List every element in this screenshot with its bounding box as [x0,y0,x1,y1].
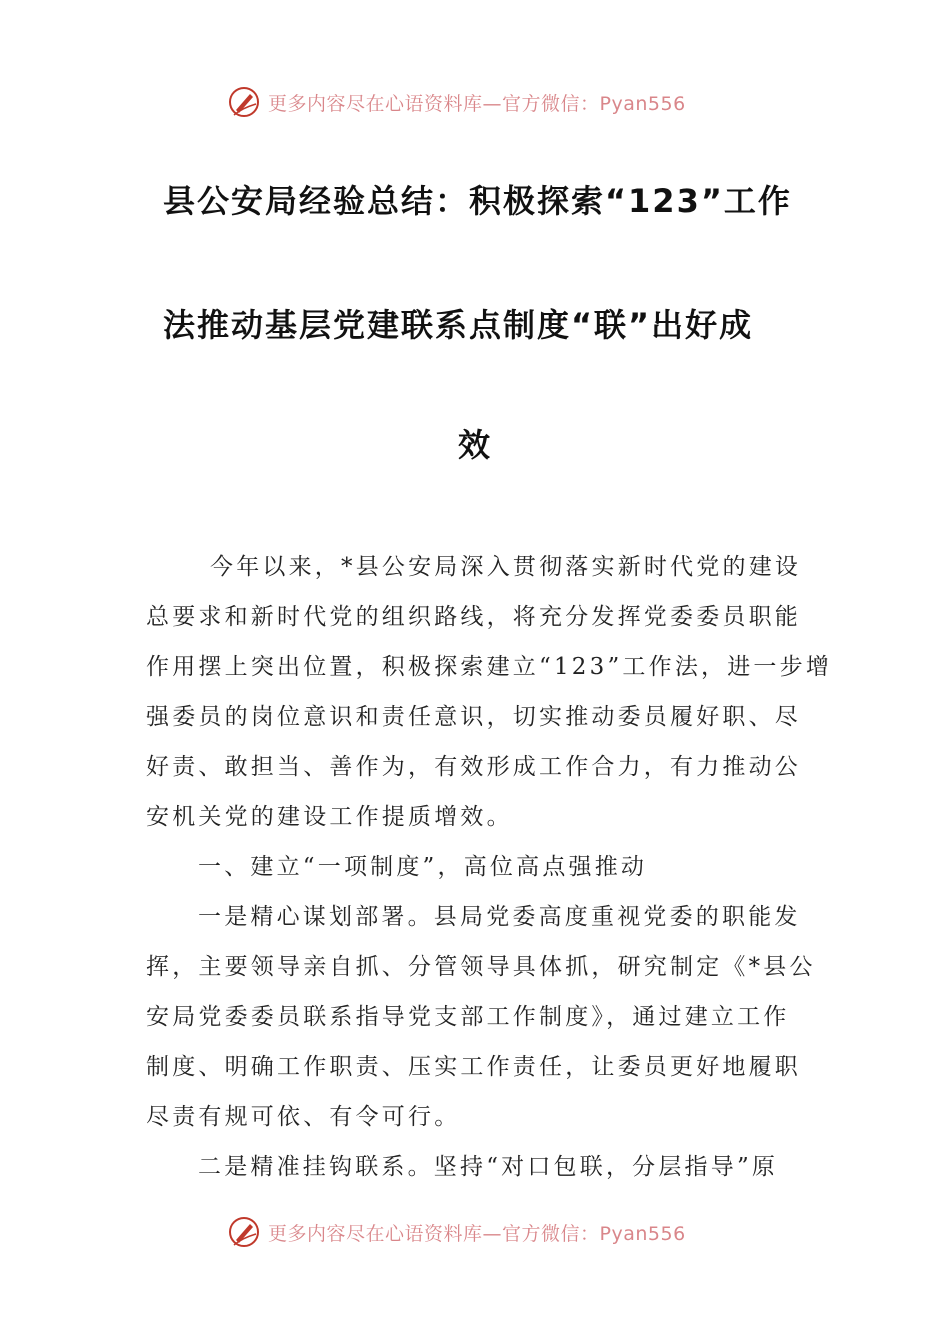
body-line: 安局党委委员联系指导党支部工作制度》，通过建立工作 [146,1004,790,1030]
body-line: 今年以来，*县公安局深入贯彻落实新时代党的建设 [210,554,802,580]
document-title-line-1: 县公安局经验总结：积极探索“123”工作 [163,182,792,220]
document-title-line-2: 法推动基层党建联系点制度“联”出好成 [163,306,754,344]
body-line: 二是精准挂钩联系。坚持“对口包联，分层指导”原 [198,1154,779,1180]
watermark-text: 更多内容尽在心语资料库—官方微信：Pyan556 [268,92,686,115]
body-line: 一是精心谋划部署。县局党委高度重视党委的职能发 [198,904,801,930]
section-heading: 一、建立“一项制度”，高位高点强推动 [198,854,648,880]
body-line: 作用摆上突出位置，积极探索建立“123”工作法，进一步增 [146,654,833,680]
body-line: 好责、敢担当、善作为，有效形成工作合力，有力推动公 [146,754,801,780]
watermark-banner-top [0,82,950,122]
body-line: 尽责有规可依、有令可行。 [146,1104,461,1130]
watermark-banner-bottom [0,1212,950,1252]
body-line: 安机关党的建设工作提质增效。 [146,804,513,830]
body-line: 挥，主要领导亲自抓、分管领导具体抓，研究制定《*县公 [146,954,816,980]
body-line: 制度、明确工作职责、压实工作责任，让委员更好地履职 [146,1054,801,1080]
body-line: 总要求和新时代党的组织路线，将充分发挥党委委员职能 [146,604,801,630]
watermark-text: 更多内容尽在心语资料库—官方微信：Pyan556 [268,1222,686,1245]
document-title-line-3: 效 [457,426,492,464]
pen-logo-icon [226,84,262,120]
body-line: 强委员的岗位意识和责任意识，切实推动委员履好职、尽 [146,704,801,730]
pen-logo-icon [226,1214,262,1250]
